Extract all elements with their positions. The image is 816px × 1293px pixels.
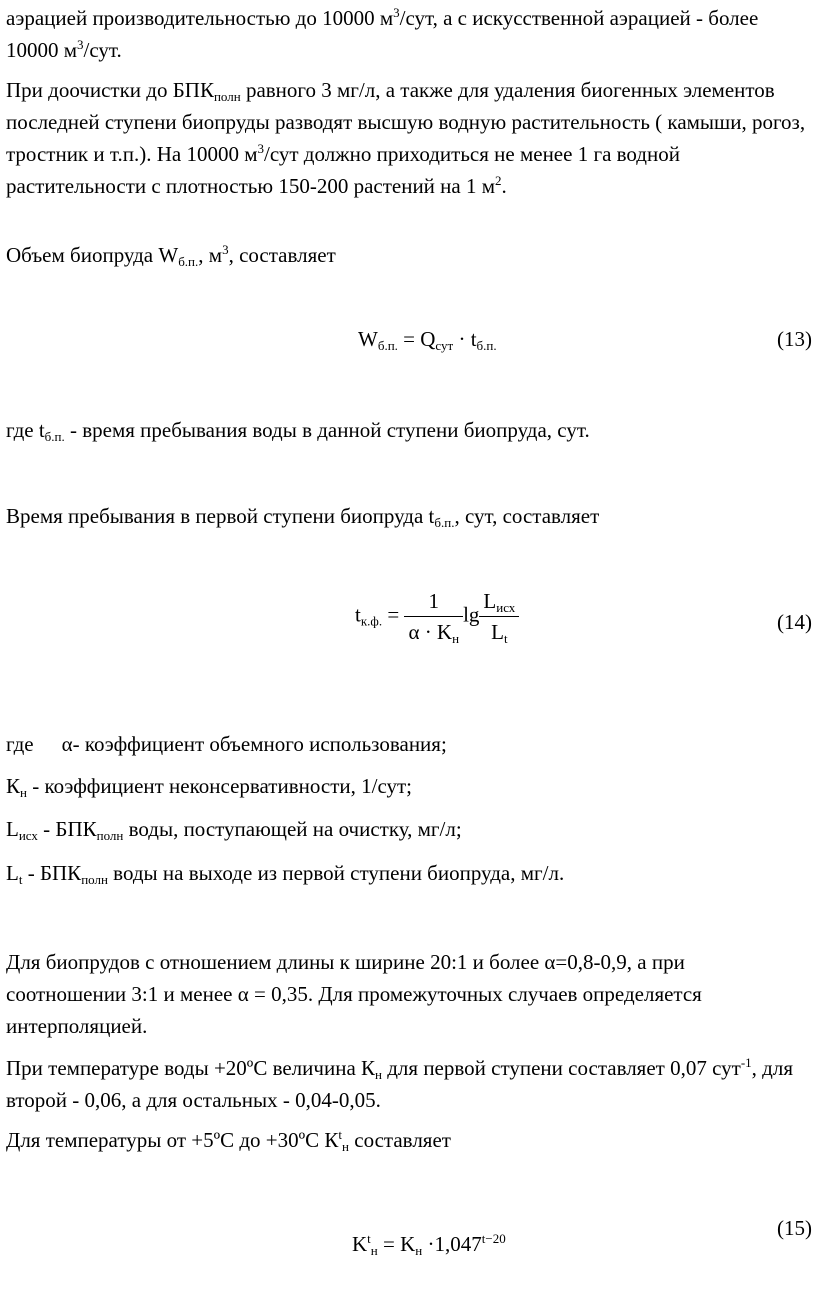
subscript: исх bbox=[18, 828, 38, 843]
text: При температуре воды +20ºС величина К bbox=[6, 1056, 376, 1080]
equation-number-14: (14) bbox=[777, 610, 812, 634]
subscript: б.п. bbox=[476, 338, 497, 353]
paragraph-lisx-def bbox=[6, 813, 806, 845]
eq-symbol: = bbox=[382, 602, 405, 627]
subscript: б.п. bbox=[377, 338, 398, 353]
subscript: б.п. bbox=[178, 254, 199, 269]
denominator bbox=[479, 617, 519, 645]
paragraph-vegetation bbox=[6, 74, 806, 202]
subscript: б.п. bbox=[434, 515, 455, 530]
text: /сут, а с искусственной аэрацией - более 10000 м bbox=[6, 6, 759, 62]
paragraph-ratio bbox=[6, 946, 806, 1042]
text: для первой ступени составляет 0,07 сут bbox=[382, 1056, 741, 1080]
eq-symbol: lg bbox=[463, 602, 480, 627]
paragraph-residence-time bbox=[6, 500, 806, 532]
superscript: t−20 bbox=[481, 1231, 506, 1246]
subscript: н bbox=[342, 1139, 350, 1154]
text: воды, поступающей на очистку, мг/л; bbox=[123, 817, 462, 841]
text: Для температуры от +5ºС до +30ºС К bbox=[6, 1128, 339, 1152]
superscript: t bbox=[367, 1231, 371, 1246]
text: /сут. bbox=[83, 38, 122, 62]
subscript: б.п. bbox=[44, 429, 65, 444]
eq-symbol: = K bbox=[377, 1232, 416, 1256]
paragraph-where-t bbox=[6, 414, 806, 446]
eq-symbol: K bbox=[352, 1232, 368, 1256]
superscript: 3 bbox=[257, 141, 264, 156]
subscript: полн bbox=[81, 872, 108, 887]
superscript: t bbox=[338, 1127, 343, 1142]
text: . bbox=[501, 174, 507, 198]
superscript: 2 bbox=[495, 173, 502, 188]
paragraph-lt-def bbox=[6, 857, 806, 889]
text: где bbox=[6, 732, 34, 756]
paragraph-volume bbox=[6, 239, 806, 271]
subscript: н bbox=[20, 785, 27, 800]
subscript: исх bbox=[496, 600, 516, 615]
text: К bbox=[6, 774, 21, 798]
text: равного 3 мг/л, а также для удаления биогенных элементов последней ступени биопруды разводят высшую водную растительность ( камыши, рогоз, тростник и т.п.). На 10000 м bbox=[6, 78, 806, 166]
subscript: сут bbox=[435, 338, 454, 353]
text: , м bbox=[198, 243, 223, 267]
equation-14 bbox=[355, 588, 519, 645]
text: /сут должно приходиться не менее 1 га водной растительности с плотностью 150-200 растений на 1 м bbox=[6, 142, 680, 198]
text: Для биопрудов с отношением длины к ширине 20:1 и более α=0,8-0,9, а при соотношении 3:1 и менее α = 0,35. Для промежуточных случаев определяется интерполяцией. bbox=[6, 950, 702, 1038]
subscript: t bbox=[18, 872, 23, 887]
subscript: н bbox=[415, 1243, 423, 1258]
text: воды на выходе из первой ступени биопруда, мг/л. bbox=[107, 861, 565, 885]
eq-symbol: ·1,047 bbox=[422, 1232, 482, 1256]
subscript: полн bbox=[213, 89, 241, 104]
equation-13 bbox=[358, 327, 497, 352]
fraction-l-ratio bbox=[479, 588, 519, 645]
text: где t bbox=[6, 418, 45, 442]
text: , для второй - 0,06, а для остальных - 0,04-0,05. bbox=[6, 1056, 793, 1112]
superscript: 3 bbox=[77, 37, 84, 52]
subscript: t bbox=[503, 631, 508, 646]
numerator bbox=[479, 588, 519, 617]
paragraph-alpha-def bbox=[6, 728, 806, 760]
text: составляет bbox=[349, 1128, 451, 1152]
numerator: 1 bbox=[404, 588, 463, 617]
text: аэрацией производительностью до 10000 м bbox=[6, 6, 394, 30]
text: Объем биопруда W bbox=[6, 243, 179, 267]
eq-symbol: = Q bbox=[397, 327, 436, 351]
paragraph-temperature-range bbox=[6, 1124, 806, 1156]
text: - БПК bbox=[37, 817, 97, 841]
text: α- коэффициент объемного использования; bbox=[61, 732, 447, 756]
text: , сут, составляет bbox=[454, 504, 600, 528]
eq-symbol: L bbox=[483, 589, 497, 613]
text: - коэффициент неконсервативности, 1/сут; bbox=[26, 774, 413, 798]
subscript: н bbox=[452, 631, 460, 646]
eq-symbol: W bbox=[358, 327, 378, 351]
text: При доочистки до БПК bbox=[6, 78, 214, 102]
fraction-1-over-alpha-k bbox=[404, 588, 463, 645]
paragraph-temperature bbox=[6, 1052, 806, 1116]
text: - БПК bbox=[22, 861, 82, 885]
text: L bbox=[6, 817, 19, 841]
eq-symbol: · t bbox=[453, 327, 477, 351]
subscript: н bbox=[370, 1243, 378, 1258]
superscript: -1 bbox=[740, 1055, 752, 1070]
superscript: 3 bbox=[393, 5, 400, 20]
equation-number-13: (13) bbox=[777, 327, 812, 351]
denominator bbox=[404, 617, 463, 645]
text: L bbox=[6, 861, 19, 885]
subscript: полн bbox=[96, 828, 124, 843]
text: Время пребывания в первой ступени биопруда t bbox=[6, 504, 435, 528]
text: , составляет bbox=[228, 243, 336, 267]
subscript: к.ф. bbox=[360, 613, 383, 629]
subscript: н bbox=[375, 1067, 382, 1082]
paragraph-k-def bbox=[6, 770, 806, 802]
eq-symbol: L bbox=[491, 620, 504, 644]
eq-symbol: α · K bbox=[408, 620, 453, 644]
text: - время пребывания воды в данной ступени биопруда, сут. bbox=[64, 418, 590, 442]
paragraph-aeration bbox=[6, 2, 806, 66]
equation-15 bbox=[352, 1232, 506, 1257]
equation-number-15: (15) bbox=[777, 1216, 812, 1240]
eq-symbol: t bbox=[355, 602, 361, 627]
superscript: 3 bbox=[222, 242, 229, 257]
